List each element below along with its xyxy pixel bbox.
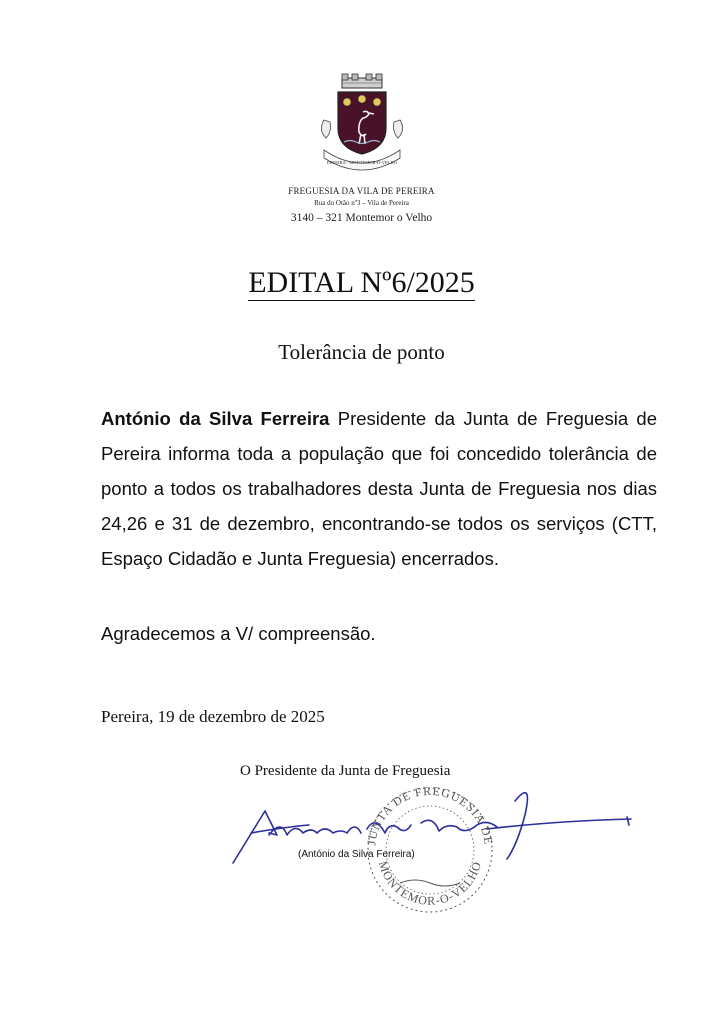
body-paragraph-2: Agradecemos a V/ compreensão.: [101, 623, 376, 644]
notice-title-text: EDITAL Nº6/2025: [248, 266, 475, 299]
crown-icon: [342, 74, 382, 88]
svg-text:MONTEMOR-O-VELHO: MONTEMOR-O-VELHO: [375, 859, 485, 908]
place-date: Pereira, 19 de dezembro de 2025: [101, 707, 325, 726]
official-stamp: [364, 784, 496, 912]
svg-text:JUNTA DE FREGUESIA DE: JUNTA DE FREGUESIA DE: [364, 783, 496, 847]
organization-name: FREGUESIA DA VILA DE PEREIRA: [288, 186, 435, 196]
author-name: António da Silva Ferreira: [101, 408, 330, 429]
paragraph-1-text: Presidente da Junta de Freguesia de Pereira informa toda a população que foi concedido tolerância de ponto a todos os trabalhadores desta Junta de Freguesia nos dias 24,26 e 31 de dezembro, encontrando-se todos os serviços (CTT, Espaço Cidadão e Junta Freguesia) encerrados.: [101, 408, 657, 569]
notice-subject: Tolerância de ponto: [278, 340, 445, 364]
svg-text:PEREIRA · MONTEMOR-O-VELHO: PEREIRA · MONTEMOR-O-VELHO: [327, 160, 397, 165]
signatory-name: (António da Silva Ferreira): [298, 849, 415, 860]
address-line: Rua do Otão nº3 – Vila de Pereira: [314, 199, 409, 207]
coat-of-arms-logo: [314, 72, 410, 172]
signature-and-stamp: [225, 775, 645, 925]
postal-line: 3140 – 321 Montemor o Velho: [290, 212, 433, 224]
body-paragraph-1: [101, 401, 657, 576]
handwritten-signature: [233, 793, 631, 863]
notice-title: [0, 266, 723, 300]
signatory-title: O Presidente da Junta de Freguesia: [240, 763, 451, 779]
